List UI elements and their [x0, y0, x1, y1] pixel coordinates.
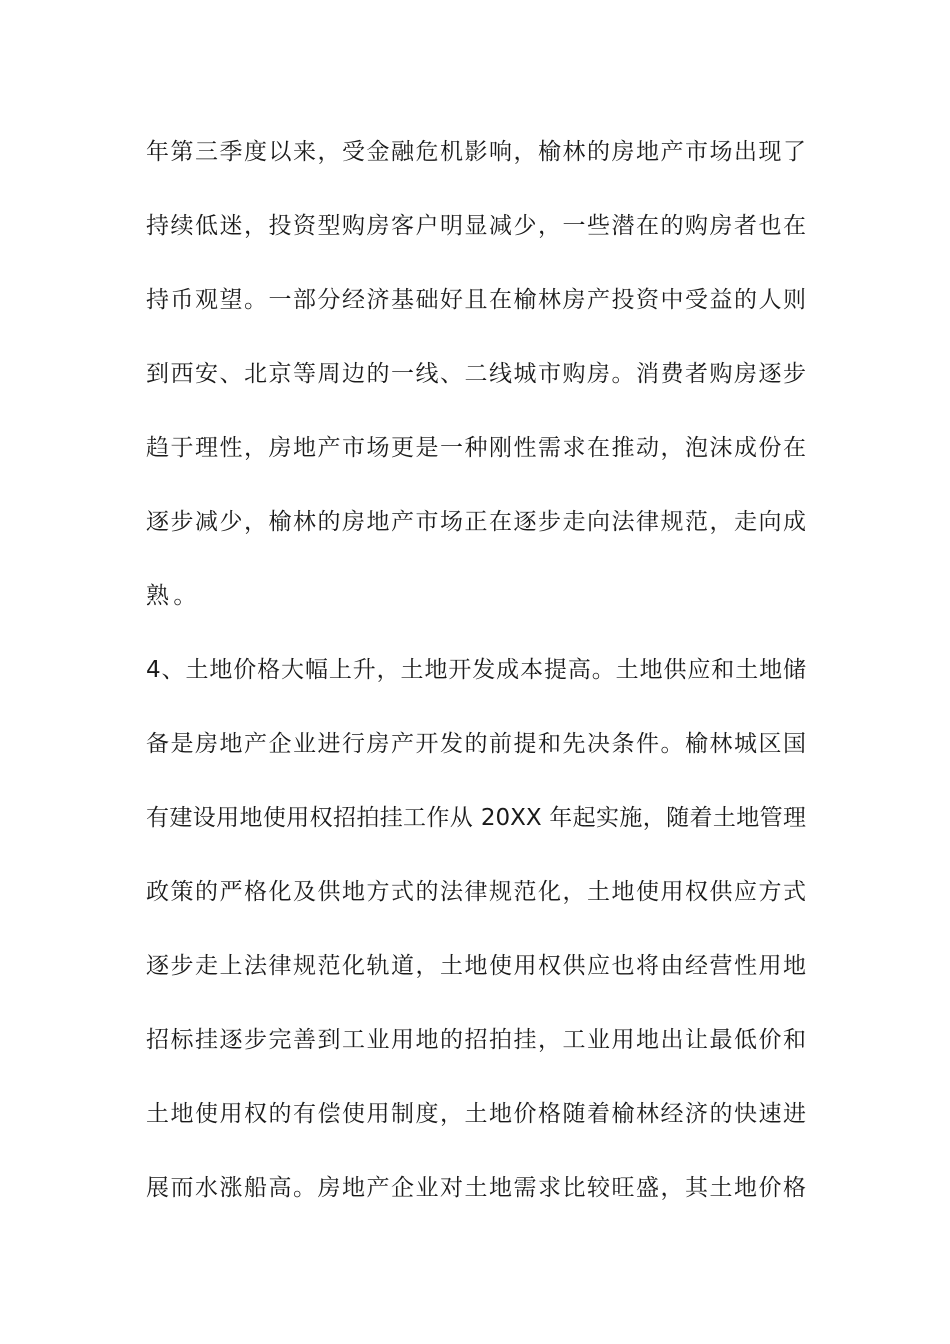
- paragraph-line: 有建设用地使用权招拍挂工作从 20XX 年起实施，随着土地管理: [146, 805, 806, 831]
- paragraph-line: 逐步走上法律规范化轨道，土地使用权供应也将由经营性用地: [146, 953, 806, 979]
- numbered-item-line: 4、土地价格大幅上升，土地开发成本提高。土地供应和土地储: [146, 657, 806, 683]
- paragraph-line: 招标挂逐步完善到工业用地的招拍挂，工业用地出让最低价和: [146, 1027, 806, 1053]
- paragraph-line-last: 熟。: [146, 583, 201, 609]
- paragraph-line: 土地使用权的有偿使用制度，土地价格随着榆林经济的快速进: [146, 1101, 806, 1127]
- paragraph-line: 持币观望。一部分经济基础好且在榆林房产投资中受益的人则: [146, 287, 806, 313]
- paragraph-line: 逐步减少，榆林的房地产市场正在逐步走向法律规范，走向成: [146, 509, 806, 535]
- paragraph-line: 持续低迷，投资型购房客户明显减少，一些潜在的购房者也在: [146, 213, 806, 239]
- paragraph-line: 政策的严格化及供地方式的法律规范化，土地使用权供应方式: [146, 879, 806, 905]
- paragraph-line: 展而水涨船高。房地产企业对土地需求比较旺盛，其土地价格: [146, 1175, 806, 1201]
- paragraph-line: 备是房地产企业进行房产开发的前提和先决条件。榆林城区国: [146, 731, 806, 757]
- paragraph-line: 年第三季度以来，受金融危机影响，榆林的房地产市场出现了: [146, 139, 806, 165]
- paragraph-line: 趋于理性，房地产市场更是一种刚性需求在推动，泡沫成份在: [146, 435, 806, 461]
- paragraph-line: 到西安、北京等周边的一线、二线城市购房。消费者购房逐步: [146, 361, 806, 387]
